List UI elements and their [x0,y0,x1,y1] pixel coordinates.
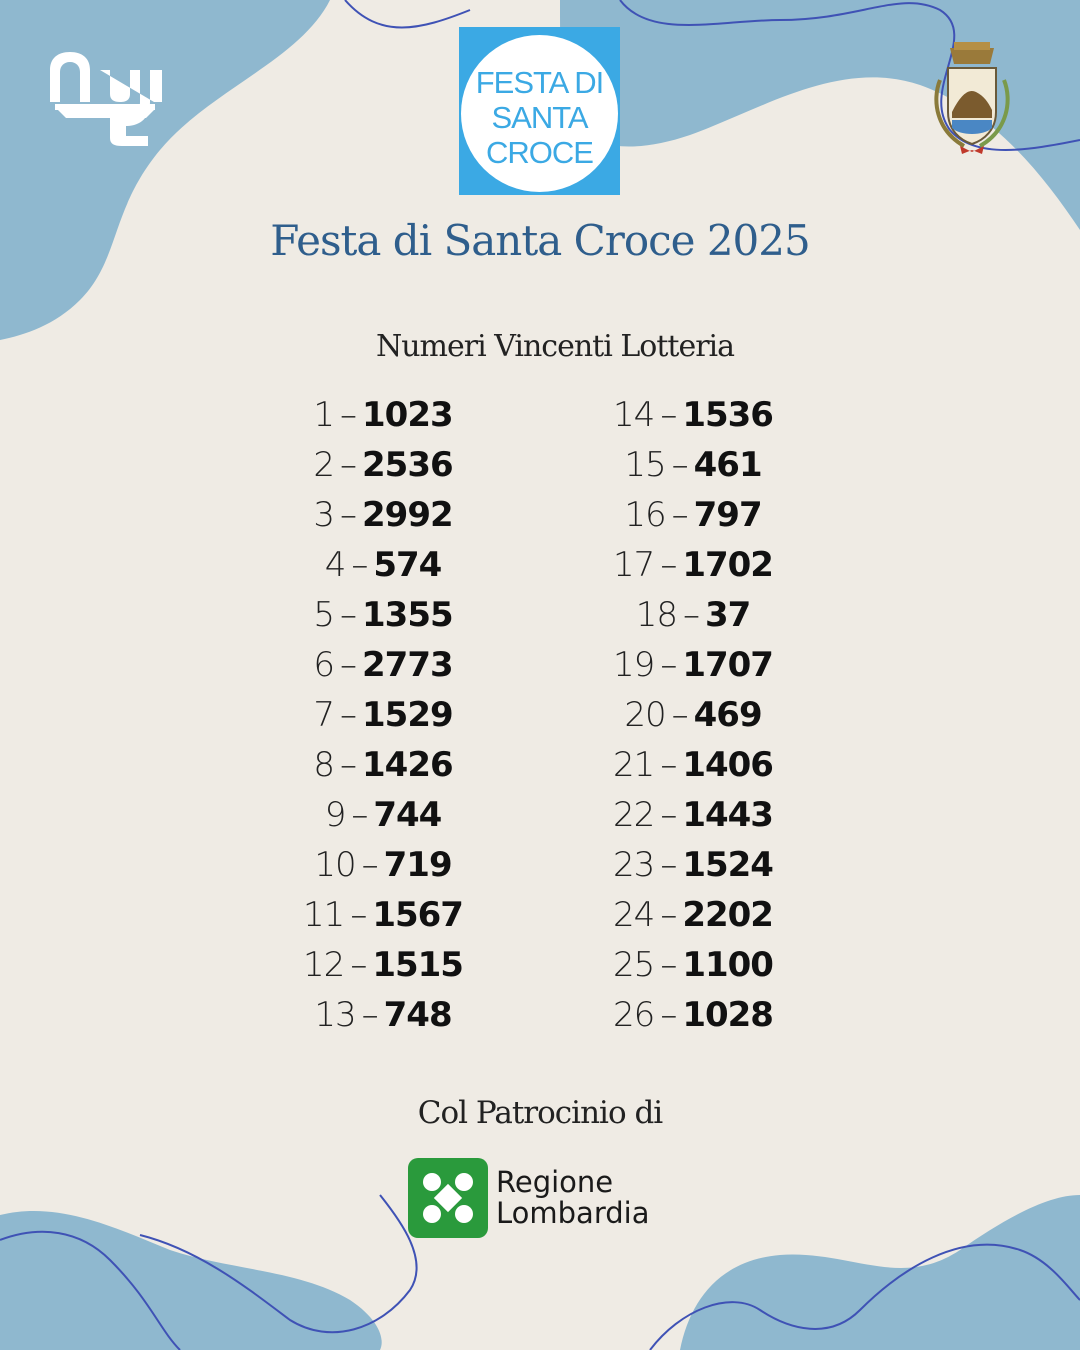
winner-position: 1 [313,395,334,435]
winner-number: 2536 [362,445,453,485]
winner-position: 18 [635,595,677,635]
winner-dash: – [660,545,677,585]
winner-number: 1702 [682,545,773,585]
winner-position: 19 [613,645,655,685]
winner-row [233,390,533,440]
winner-number: 1406 [682,745,773,785]
winner-row [543,640,843,690]
winner-dash: – [660,895,677,935]
winner-row [543,840,843,890]
winner-row [543,690,843,740]
winner-number: 2773 [362,645,453,685]
winner-number: 2992 [362,495,453,535]
winner-dash: – [361,845,378,885]
winner-row [543,990,843,1040]
winner-position: 20 [624,695,666,735]
winner-position: 11 [303,895,345,935]
winner-position: 12 [303,945,345,985]
winner-dash: – [671,445,688,485]
regione-lombardia-logo [408,1158,688,1238]
winner-position: 9 [324,795,346,835]
lottery-subtitle: Numeri Vincenti Lotteria [375,329,735,364]
winner-number: 1443 [682,795,773,835]
winner-number: 1426 [362,745,453,785]
winner-number: 1536 [682,395,773,435]
winner-dash: – [340,495,356,535]
winner-dash: – [340,745,356,785]
winner-dash: – [660,795,677,835]
region-name [496,1167,649,1229]
winner-row [233,440,533,490]
winner-number: 1023 [362,395,453,435]
winner-position: 23 [613,845,655,885]
winner-number: 744 [373,795,442,835]
winner-row [543,490,843,540]
winner-position: 3 [313,495,334,535]
winner-row [233,990,533,1040]
winner-row [233,490,533,540]
winner-dash: – [340,695,356,735]
winner-number: 719 [383,845,452,885]
winner-row [543,740,843,790]
winners-column-left [233,390,533,1040]
winner-position: 16 [624,495,666,535]
winner-number: 797 [693,495,762,535]
winner-position: 15 [624,445,666,485]
winner-dash: – [660,945,677,985]
winner-position: 8 [313,745,334,785]
winner-position: 25 [613,945,655,985]
winner-row [233,790,533,840]
winner-row [543,890,843,940]
winner-dash: – [340,395,356,435]
winner-number: 37 [704,595,751,635]
winner-dash: – [351,545,368,585]
winner-dash: – [660,395,677,435]
winner-row [543,940,843,990]
winner-dash: – [682,595,699,635]
region-name-line2: Lombardia [496,1196,650,1230]
winner-row [233,840,533,890]
winner-position: 22 [613,795,655,835]
winner-row [543,790,843,840]
winner-position: 10 [314,845,356,885]
winner-position: 7 [313,695,334,735]
winner-row [543,390,843,440]
winner-dash: – [350,895,367,935]
festa-logo [459,27,620,195]
winner-row [233,640,533,690]
region-name-line1: Regione [496,1165,614,1199]
winner-dash: – [340,595,356,635]
page-title: Festa di Santa Croce 2025 [270,216,810,265]
winner-row [233,690,533,740]
winner-number: 461 [693,445,762,485]
winner-number: 2202 [682,895,773,935]
winner-dash: – [671,495,688,535]
winner-number: 1100 [682,945,773,985]
winner-row [543,540,843,590]
winner-position: 2 [313,445,334,485]
winner-dash: – [350,945,367,985]
winner-number: 1707 [682,645,773,685]
ship-logo-icon [50,52,164,148]
winner-position: 21 [613,745,655,785]
winner-row [233,940,533,990]
winner-dash: – [660,845,677,885]
winner-dash: – [660,745,677,785]
winner-number: 1515 [372,945,463,985]
winner-number: 469 [693,695,762,735]
festa-logo-text: FESTA DI SANTA CROCE [475,65,604,170]
winner-position: 17 [613,545,655,585]
winner-number: 1567 [372,895,463,935]
winner-row [233,890,533,940]
regione-lombardia-logo-icon [408,1158,488,1238]
winner-number: 1529 [362,695,453,735]
patronage-label: Col Patrocinio di [417,1095,663,1131]
winner-dash: – [340,445,356,485]
winner-row [543,590,843,640]
winner-row [233,540,533,590]
winner-row [233,590,533,640]
winner-dash: – [660,645,677,685]
winner-position: 24 [613,895,655,935]
winner-dash: – [351,795,368,835]
winner-number: 1355 [362,595,453,635]
winner-dash: – [671,695,688,735]
winner-row [543,440,843,490]
winner-position: 14 [613,395,655,435]
municipal-crest-icon [924,40,1020,158]
winner-position: 13 [314,995,356,1035]
winner-number: 1028 [682,995,773,1035]
winners-column-right [543,390,843,1040]
winner-number: 574 [373,545,442,585]
winner-dash: – [340,645,356,685]
winner-number: 748 [383,995,452,1035]
winner-position: 5 [313,595,334,635]
winner-dash: – [660,995,677,1035]
winner-row [233,740,533,790]
winner-number: 1524 [682,845,773,885]
winner-position: 4 [324,545,346,585]
winner-dash: – [361,995,378,1035]
winner-position: 26 [613,995,655,1035]
winner-position: 6 [313,645,334,685]
